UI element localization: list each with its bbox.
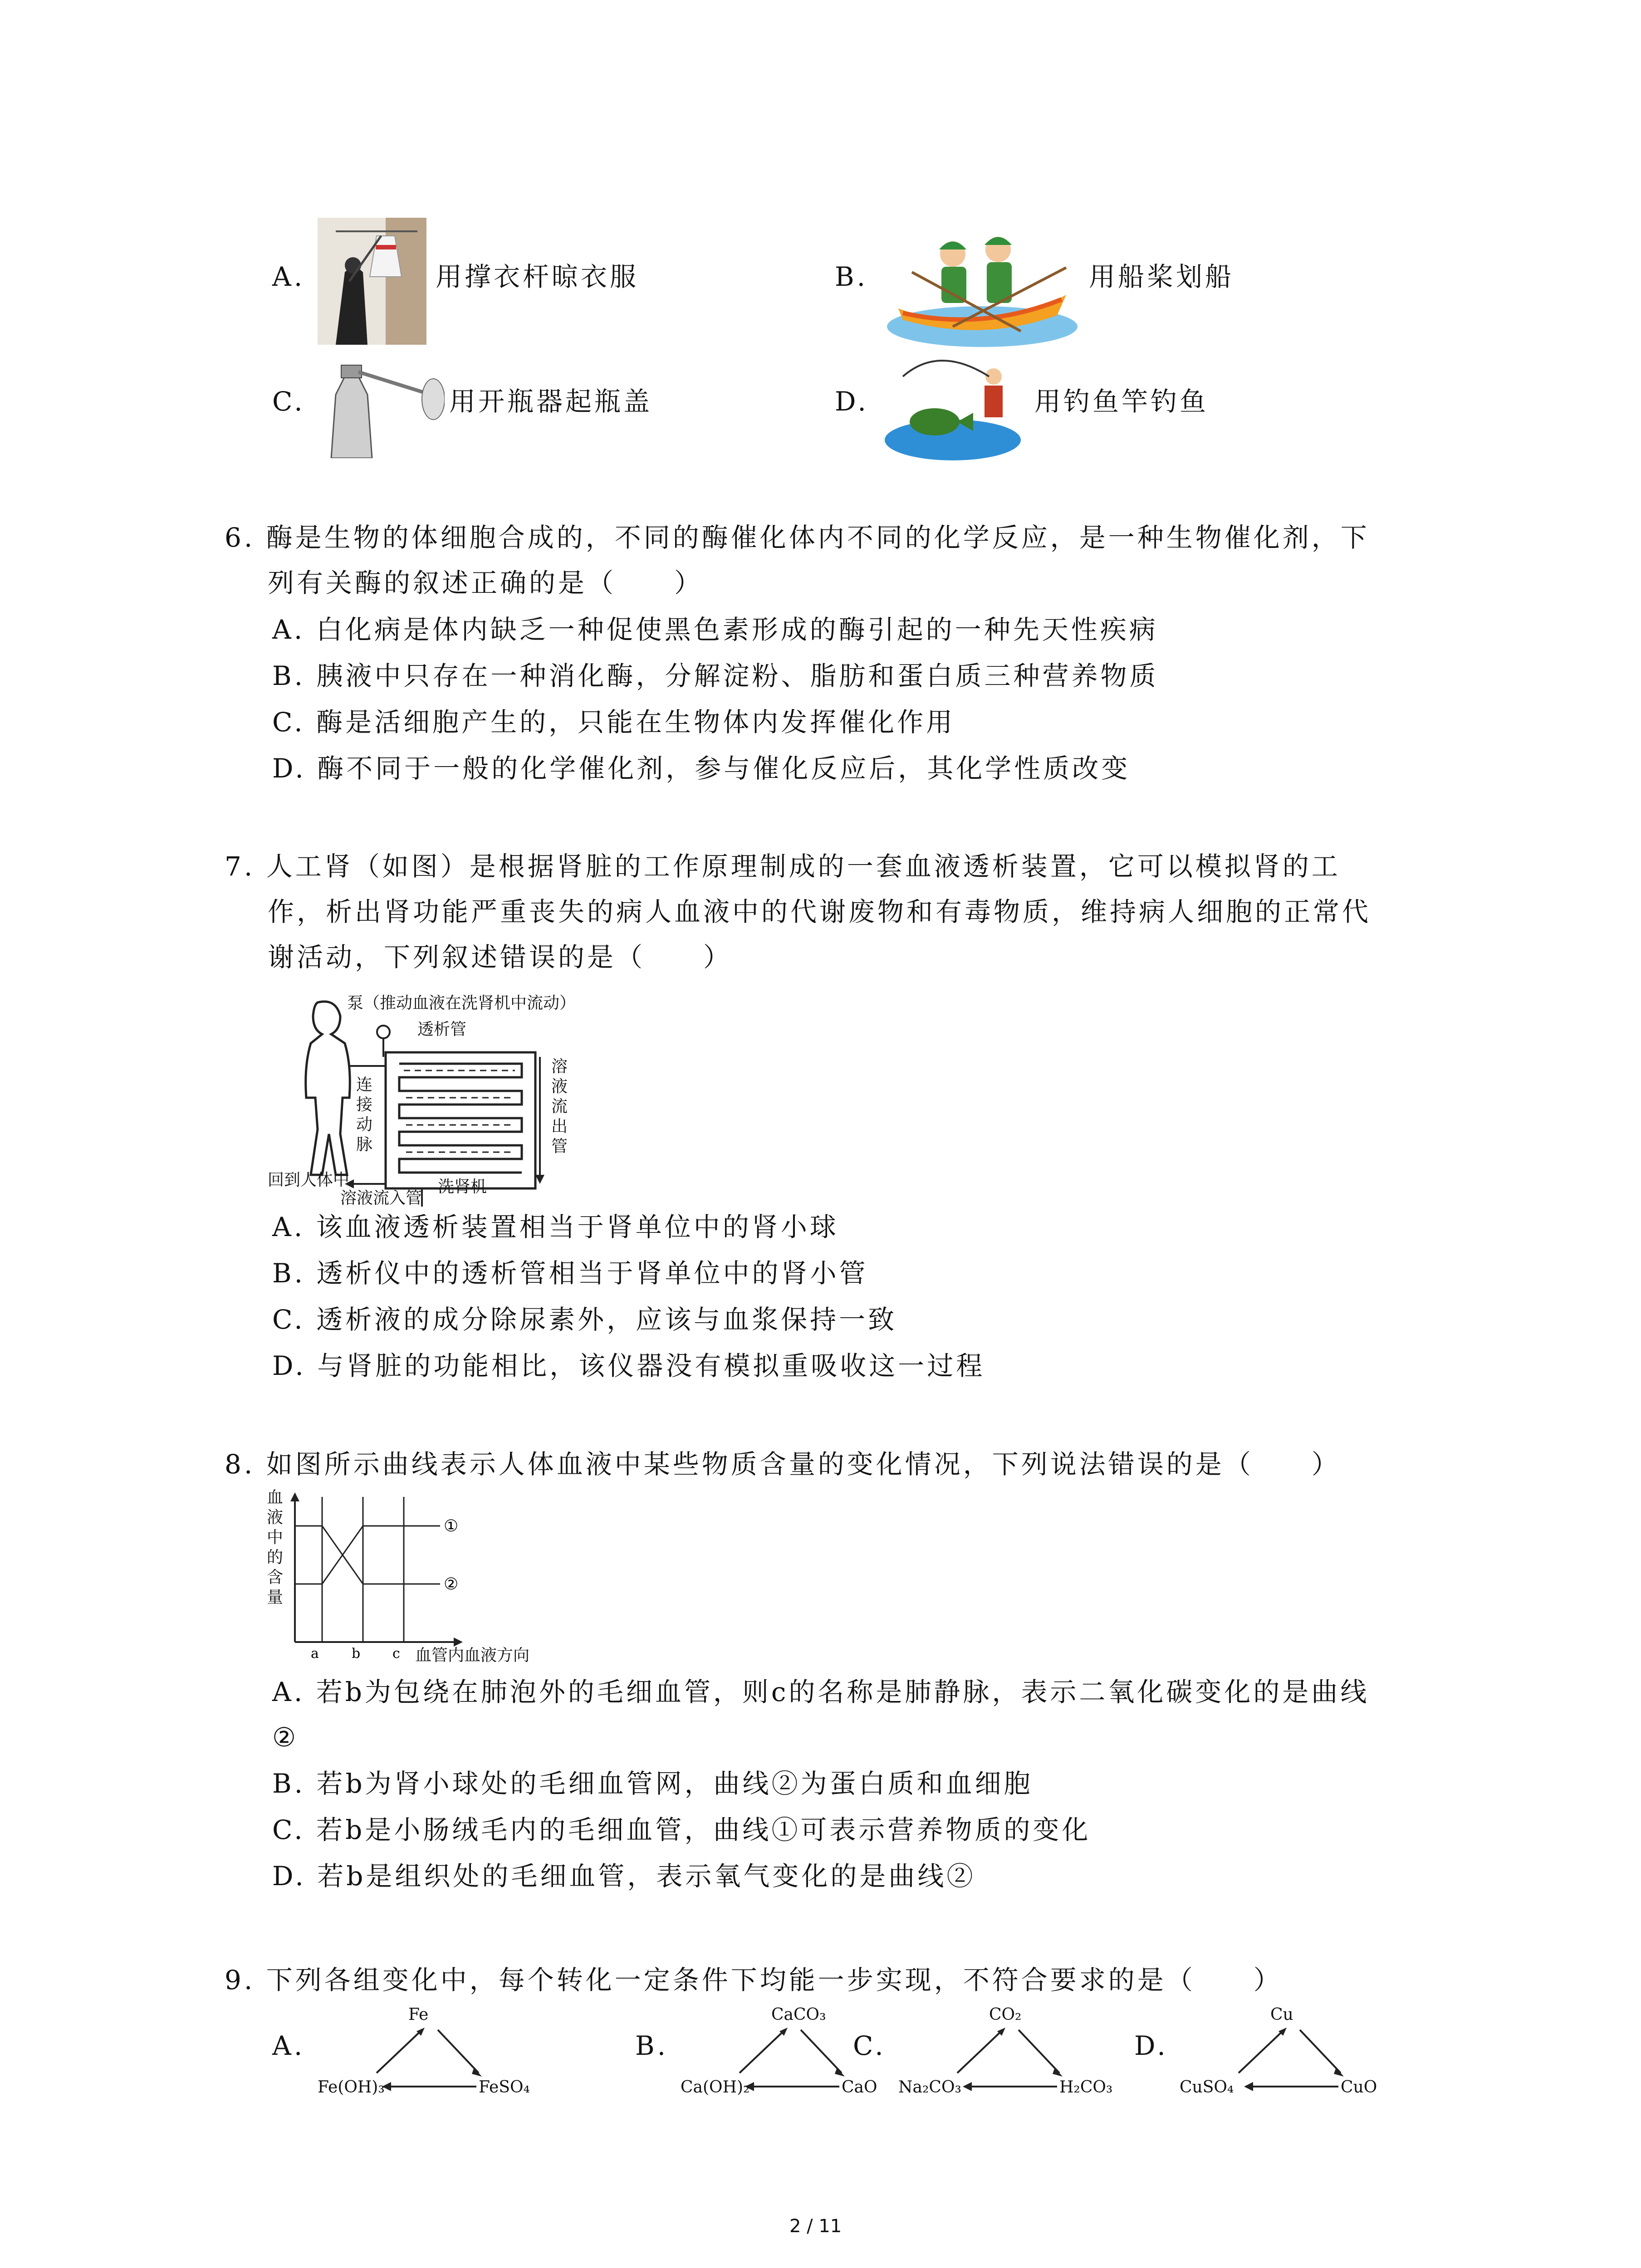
q7-stem-line1: 7. 人工肾（如图）是根据肾脏的工作原理制成的一套血液透析装置，它可以模拟肾的工 xyxy=(225,851,1341,882)
dialysis-tube-label: 透析管 xyxy=(417,1020,467,1039)
q9-option-c xyxy=(853,2005,1113,2114)
option-letter: A. xyxy=(272,261,305,292)
series-line-2 xyxy=(295,1526,404,1584)
q6-stem-line2: 列有关酶的叙述正确的是（ ） xyxy=(268,567,704,598)
conversion-triangle xyxy=(272,2009,508,2114)
q9-option-b xyxy=(635,2005,877,2114)
option-letter: D. xyxy=(835,386,869,417)
q7-option-d: D. 与肾脏的功能相比，该仪器没有模拟重吸收这一过程 xyxy=(272,1350,985,1381)
artificial-kidney-diagram xyxy=(268,984,585,1211)
q8-option-b: B. 若b为肾小球处的毛细血管网，曲线②为蛋白质和血细胞 xyxy=(272,1768,1033,1799)
q9-stem: 9. 下列各组变化中，每个转化一定条件下均能一步实现，不符合要求的是（ ） xyxy=(225,1965,1283,1995)
option-letter: B. xyxy=(635,2030,669,2061)
left-compound: Ca(OH)₂ xyxy=(681,2078,750,2097)
q8-option-a: A. 若b为包绕在肺泡外的毛细血管，则c的名称是肺静脉，表示二氧化碳变化的是曲线 xyxy=(272,1677,1370,1707)
machine-label: 洗肾机 xyxy=(438,1178,487,1196)
option-text: 用开瓶器起瓶盖 xyxy=(449,386,653,417)
q6-option-c: C. 酶是活细胞产生的，只能在生物体内发挥催化作用 xyxy=(272,707,955,738)
q7-stem-line3: 谢活动，下列叙述错误的是（ ） xyxy=(268,942,733,973)
q9-option-d xyxy=(1134,2005,1377,2114)
series-label-2: ② xyxy=(444,1575,459,1593)
x-axis-arrow xyxy=(454,1637,463,1647)
top-compound: CO₂ xyxy=(989,2005,1022,2024)
clothes-pole-image xyxy=(318,218,426,345)
chart-y-axis-label: 血 液 中 的 含 量 xyxy=(267,1488,284,1607)
q9-option-a xyxy=(272,2005,530,2114)
q6-option-a: A. 白化病是体内缺乏一种促使黑色素形成的酶引起的一种先天性疾病 xyxy=(272,614,1158,645)
option-letter: C. xyxy=(272,386,305,417)
rowing-image xyxy=(885,218,1080,349)
artery-label: 连 接 动 脉 xyxy=(356,1075,373,1154)
top-compound: Cu xyxy=(1270,2005,1293,2024)
left-compound: Na₂CO₃ xyxy=(898,2078,961,2097)
conversion-triangle xyxy=(635,2009,871,2114)
option-text: 用船桨划船 xyxy=(1089,261,1234,292)
y-axis-arrow xyxy=(290,1492,299,1501)
series-line-1 xyxy=(295,1526,404,1584)
chart-x-axis-label: 血管内血液方向 xyxy=(415,1646,530,1665)
q6-stem-line1: 6. 酶是生物的体细胞合成的，不同的酶催化体内不同的化学反应，是一种生物催化剂，下 xyxy=(225,522,1370,553)
category-label: a xyxy=(311,1646,319,1662)
back-to-body-label: 回到人体中 xyxy=(268,1171,350,1189)
q8-option-d: D. 若b是组织处的毛细血管，表示氧气变化的是曲线② xyxy=(272,1861,976,1892)
q8-option-c: C. 若b是小肠绒毛内的毛细血管，曲线①可表示营养物质的变化 xyxy=(272,1814,1091,1845)
fishing-image xyxy=(885,349,1030,463)
option-text: 用钓鱼竿钓鱼 xyxy=(1034,386,1209,417)
conversion-triangle xyxy=(1134,2009,1370,2114)
option-letter: D. xyxy=(1134,2030,1168,2061)
top-compound: CaCO₃ xyxy=(771,2005,826,2024)
q6-option-d: D. 酶不同于一般的化学催化剂，参与催化反应后，其化学性质改变 xyxy=(272,753,1131,784)
conversion-triangle xyxy=(853,2009,1089,2114)
option-letter: C. xyxy=(853,2030,886,2061)
left-compound: CuSO₄ xyxy=(1180,2078,1234,2097)
option-letter: B. xyxy=(835,261,868,292)
category-label: c xyxy=(392,1646,400,1662)
q7-option-b: B. 透析仪中的透析管相当于肾单位中的肾小管 xyxy=(272,1258,868,1289)
q7-option-c: C. 透析液的成分除尿素外，应该与血浆保持一致 xyxy=(272,1304,897,1335)
category-label: b xyxy=(352,1646,361,1662)
left-compound: Fe(OH)₃ xyxy=(318,2078,385,2097)
inflow-tube-label: 溶液流入管 xyxy=(340,1189,422,1207)
option-text: 用撑衣杆晾衣服 xyxy=(436,261,639,292)
q7-option-a: A. 该血液透析装置相当于肾单位中的肾小球 xyxy=(272,1212,839,1242)
right-compound: FeSO₄ xyxy=(479,2078,530,2097)
blood-content-chart xyxy=(263,1488,563,1678)
q8-option-a-continued: ② xyxy=(272,1722,299,1753)
series-label-1: ① xyxy=(444,1517,459,1535)
pump-label: 泵（推动血液在洗肾机中流动） xyxy=(347,994,576,1012)
page-number: 2 / 11 xyxy=(789,2216,842,2237)
q8-stem: 8. 如图所示曲线表示人体血液中某些物质含量的变化情况，下列说法错误的是（ ） xyxy=(225,1449,1341,1480)
right-compound: H₂CO₃ xyxy=(1059,2078,1113,2097)
q7-stem-line2: 作，析出肾功能严重丧失的病人血液中的代谢废物和有毒物质，维持病人细胞的正常代 xyxy=(268,896,1372,927)
q6-option-b: B. 胰液中只存在一种消化酶，分解淀粉、脂肪和蛋白质三种营养物质 xyxy=(272,660,1159,691)
option-letter: A. xyxy=(272,2030,305,2061)
top-compound: Fe xyxy=(408,2005,429,2024)
right-compound: CuO xyxy=(1341,2078,1377,2097)
right-compound: CaO xyxy=(842,2078,877,2097)
outflow-tube-label: 溶 液 流 出 管 xyxy=(551,1057,568,1156)
bottle-opener-image xyxy=(318,349,445,458)
